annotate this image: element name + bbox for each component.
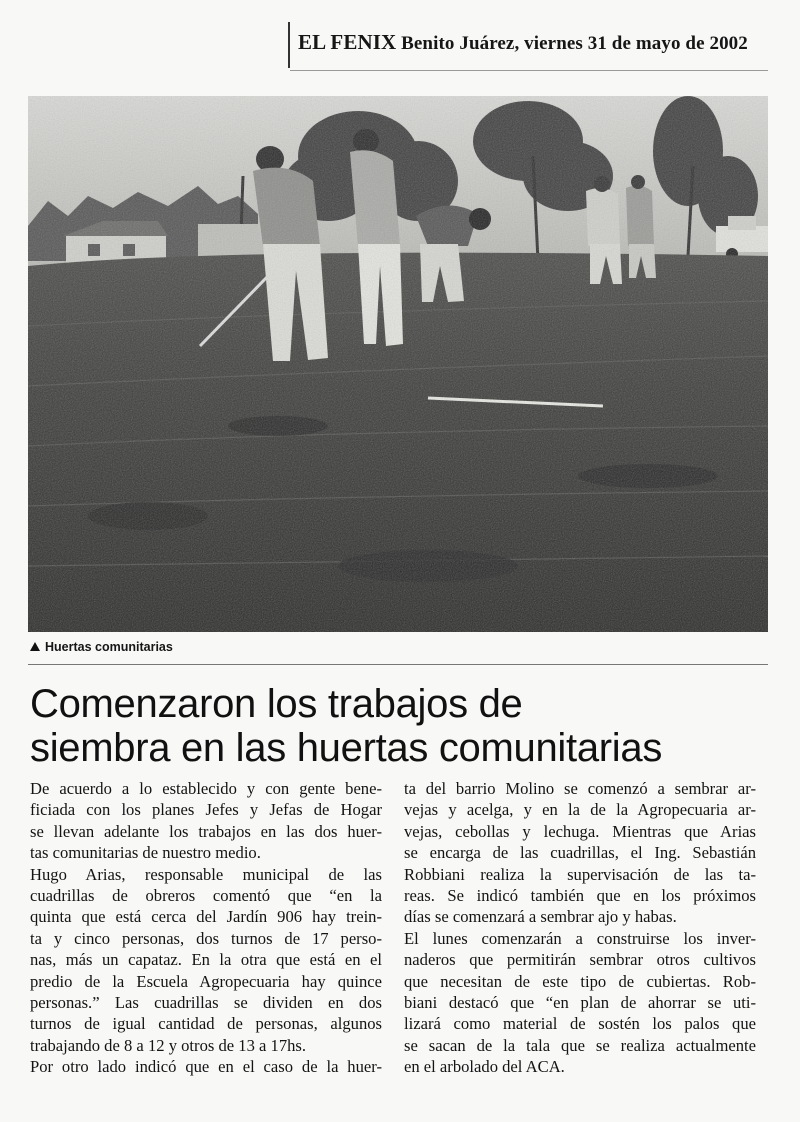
reverse-side-bleed-through	[20, 112, 780, 182]
body-line: ficiada con los planes Jefes y Jefas de Hogar	[30, 800, 382, 820]
body-line: Robbiani realiza la supervisación de las ta-	[404, 864, 756, 884]
body-line: ta del barrio Molino se comenzó a sembrar ar-	[404, 779, 756, 798]
body-line: quinta que está cerca del Jardín 906 hay trein-	[30, 907, 382, 927]
body-line: naderos que permitirán sembrar otros cultivos	[404, 950, 756, 970]
body-line: se encarga de las cuadrillas, el Ing. Sebastián	[404, 843, 756, 863]
caption-divider	[28, 664, 768, 665]
masthead	[288, 22, 760, 68]
body-line: vejas, cebollas y lechuga. Mientras que Arias	[404, 821, 756, 841]
newspaper-name: EL FENIX	[298, 30, 397, 54]
dateline: Benito Juárez, viernes 31 de mayo de 2002	[401, 33, 748, 54]
headline-line: Comenzaron los trabajos de	[30, 682, 523, 726]
article-headline	[30, 682, 770, 770]
body-line: nas, más un capataz. En la otra que está en el	[30, 950, 382, 970]
body-line: ta y cinco personas, dos turnos de 17 perso-	[30, 928, 382, 948]
body-line: biani destacó que “en plan de ahorrar se uti-	[404, 993, 756, 1013]
body-line: se sacan de la tala que se realiza actualmente	[404, 1035, 756, 1055]
body-line: Por otro lado indicó que en el caso de la huer-	[30, 1057, 382, 1077]
article-column-left	[30, 778, 382, 1078]
body-line: tas comunitarias de nuestro medio.	[30, 843, 261, 863]
body-line: que necesitan de este tipo de cubiertas. Rob-	[404, 971, 756, 991]
body-line: Hugo Arias, responsable municipal de las	[30, 864, 382, 884]
article-column-right	[404, 778, 756, 1078]
body-line: El lunes comenzarán a construirse los inver-	[404, 928, 756, 948]
body-line: días se comenzará a sembrar ajo y habas.	[404, 907, 677, 927]
triangle-icon	[30, 642, 40, 651]
body-line: personas.” Las cuadrillas se dividen en dos	[30, 993, 382, 1013]
body-line: en el arbolado del ACA.	[404, 1057, 565, 1077]
body-line: se llevan adelante los trabajos en las dos huer-	[30, 821, 382, 841]
photo-caption: Huertas comunitarias	[30, 640, 210, 656]
body-line: lizará como material de sostén los palos que	[404, 1014, 756, 1034]
body-line: reas. Se indicó también que en los próximos	[404, 886, 756, 906]
body-line: De acuerdo a lo establecido y con gente bene-	[30, 779, 382, 798]
headline-line: siembra en las huertas comunitarias	[30, 726, 663, 770]
body-line: predio de la Escuela Agropecuaria hay quince	[30, 971, 382, 991]
body-line: cuadrillas de obreros comentó que “en la	[30, 886, 382, 906]
masthead-divider	[290, 70, 768, 71]
body-line: vejas y acelga, y en la de la Agropecuaria ar-	[404, 800, 756, 820]
body-line: turnos de igual cantidad de personas, algunos	[30, 1014, 382, 1034]
body-line: trabajando de 8 a 12 y otros de 13 a 17hs.	[30, 1035, 307, 1055]
